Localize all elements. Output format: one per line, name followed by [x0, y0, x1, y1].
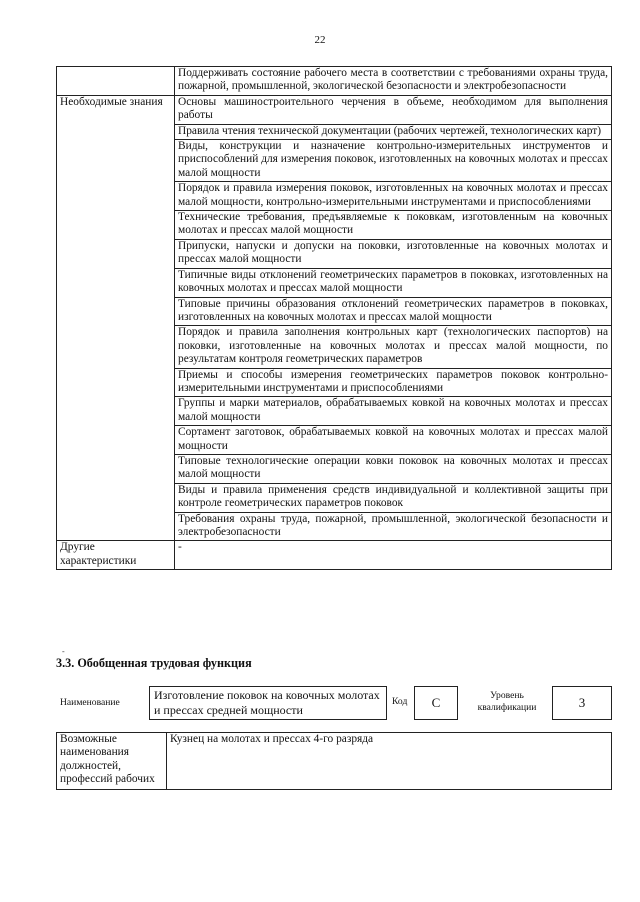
knowledge-item: Типовые причины образования отклонений геометрических параметров в поковках, изготовленных на ковочных молотах и прессах малой мощности: [175, 297, 612, 326]
other-characteristics-label: Другие характеристики: [57, 541, 175, 570]
empty-label-cell: [57, 67, 175, 96]
knowledge-item: Технические требования, предъявляемые к поковкам, изготовленным на ковочных молотах и прессах малой мощности: [175, 211, 612, 240]
positions-label: Возможные наименования должностей, профессий рабочих: [57, 733, 167, 790]
name-value-box: Изготовление поковок на ковочных молотах и прессах средней мощности: [149, 686, 387, 720]
section-title: 3.3. Обобщенная трудовая функция: [56, 656, 252, 670]
knowledge-label: Необходимые знания: [57, 95, 175, 541]
table-row: [57, 95, 612, 124]
stray-mark: -: [62, 647, 65, 656]
knowledge-item: Порядок и правила заполнения контрольных карт (технологических паспортов) на поковки, изготовленные на ковочных молотах и прессах малой мощности, по результатам контроля геометрических параметров: [175, 326, 612, 368]
knowledge-item: Правила чтения технической документации (рабочих чертежей, технологических карт): [175, 124, 612, 139]
knowledge-item: Приемы и способы измерения геометрических параметров поковок контрольно-измерительными инструментами и приспособлениями: [175, 368, 612, 397]
level-value-box: 3: [552, 686, 612, 720]
requirements-table: [56, 66, 612, 570]
table-row: [57, 541, 612, 570]
page-number: 22: [314, 34, 326, 46]
positions-value: Кузнец на молотах и прессах 4-го разряда: [167, 733, 612, 790]
knowledge-item: Основы машиностроительного черчения в объеме, необходимом для выполнения работы: [175, 95, 612, 124]
table-row: [57, 733, 612, 790]
level-label: Уровень квалификации: [477, 690, 537, 713]
requirements-table-body: [57, 67, 612, 570]
generalized-function-row: [56, 686, 612, 720]
other-characteristics-value: -: [175, 541, 612, 570]
knowledge-item: Припуски, напуски и допуски на поковки, изготовленные на ковочных молотах и прессах малой мощности: [175, 239, 612, 268]
knowledge-item: Группы и марки материалов, обрабатываемых ковкой на ковочных молотах и прессах малой мощности: [175, 397, 612, 426]
first-row-text: Поддерживать состояние рабочего места в соответствии с требованиями охраны труда, пожарной, промышленной, экологической безопасности и электробезопасности: [175, 67, 612, 96]
knowledge-item: Виды, конструкции и назначение контрольно-измерительных инструментов и приспособлений для измерения поковок, изготовленных на ковочных молотах и прессах малой мощности: [175, 140, 612, 182]
name-label: Наименование: [60, 697, 120, 708]
knowledge-item: Типичные виды отклонений геометрических параметров в поковках, изготовленных на ковочных молотах и прессах малой мощности: [175, 268, 612, 297]
table-row: [57, 67, 612, 96]
code-value-box: C: [414, 686, 458, 720]
positions-table: [56, 732, 612, 790]
code-label: Код: [392, 696, 408, 707]
knowledge-item: Порядок и правила измерения поковок, изготовленных на ковочных молотах и прессах малой мощности, контрольно-измерительными инструментами и приспособлениями: [175, 182, 612, 211]
knowledge-item: Сортамент заготовок, обрабатываемых ковкой на ковочных молотах и прессах малой мощности: [175, 426, 612, 455]
knowledge-item: Требования охраны труда, пожарной, промышленной, экологической безопасности и электробезопасности: [175, 512, 612, 541]
knowledge-item: Виды и правила применения средств индивидуальной и коллективной защиты при контроле геометрических параметров поковок: [175, 483, 612, 512]
knowledge-item: Типовые технологические операции ковки поковок на ковочных молотах и прессах малой мощности: [175, 454, 612, 483]
